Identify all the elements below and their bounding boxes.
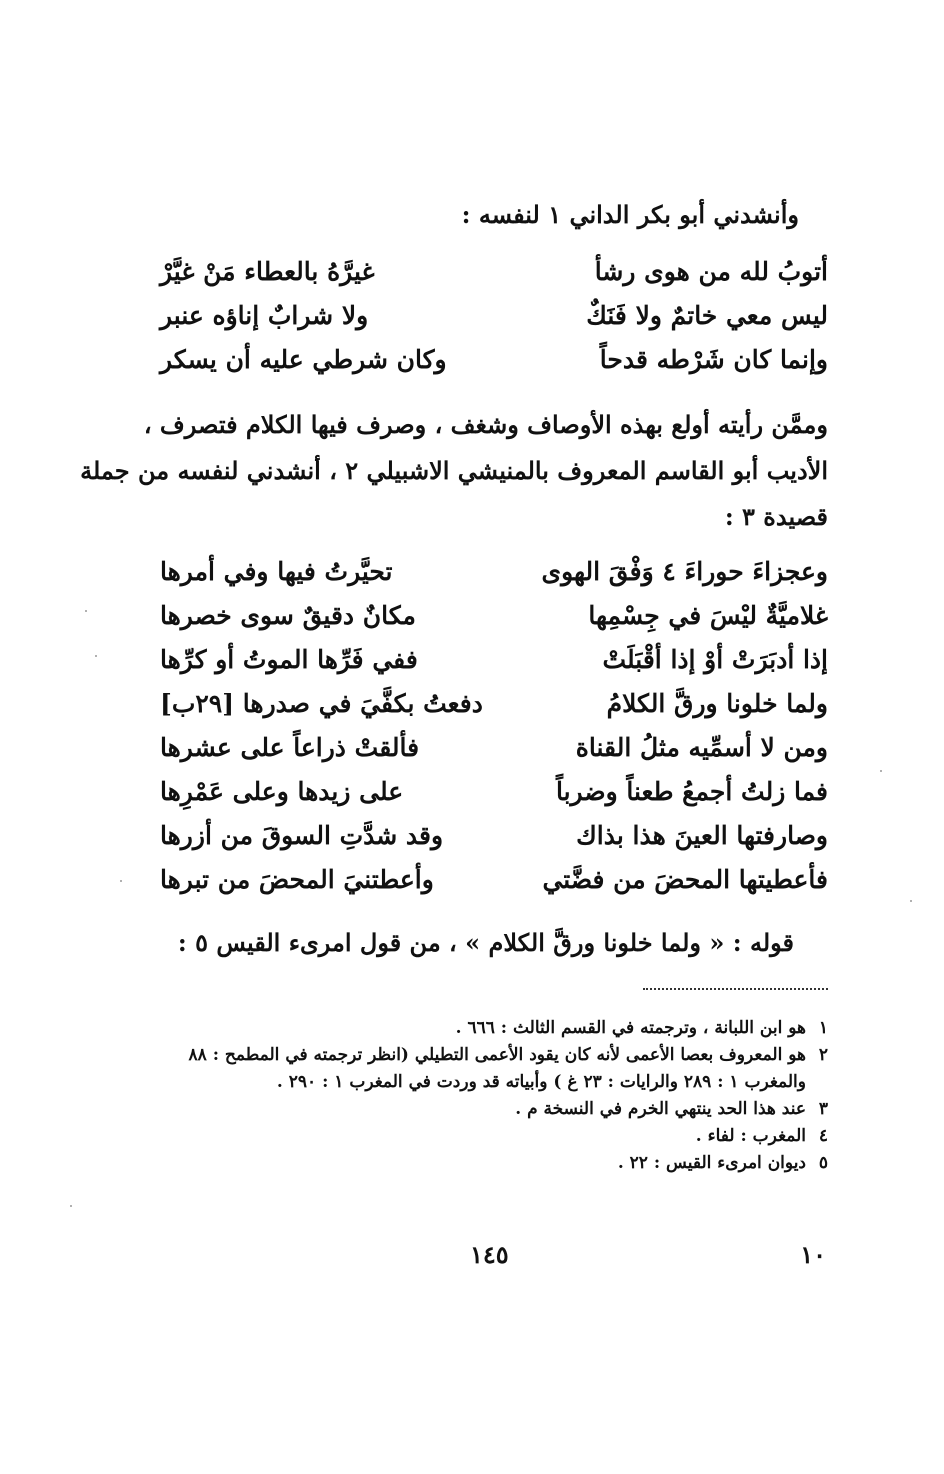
footnote-text: ديوان امرىء القيس : ٢٢ . (617, 1153, 806, 1173)
verse-first-hemistich: ليس معي خاتمٌ ولا فَنَكٌ (586, 301, 828, 330)
intro-line: وأنشدني أبو بكر الداني ١ لنفسه : (461, 200, 799, 229)
verse-first-hemistich: ومن لا أسمِّيه مثلُ القناة (575, 733, 828, 762)
verse-second-hemistich: تحيَّرتُ فيها وفي أمرها (160, 557, 393, 586)
verse-first-hemistich: وإنما كان شَرْطه قدحاً (599, 345, 828, 374)
verse-line (160, 250, 828, 294)
poem-1 (160, 250, 828, 382)
footnote-text: هو المعروف بعصا الأعمى لأنه كان يقود الأعمى التطيلي (انظر ترجمته في المطمح : ٨٨ (188, 1045, 806, 1065)
quote-line: قوله : « ولما خلونا ورقَّ الكلام » ، من قول امرىء القيس ٥ : (177, 928, 794, 957)
verse-line (160, 294, 828, 338)
scan-speck (880, 770, 882, 772)
verse-line (160, 550, 828, 594)
footnote-separator (643, 988, 828, 990)
verse-second-hemistich: غيرَّهُ بالعطاء مَنْ غيَّرْ (160, 257, 375, 286)
footnote-5 (160, 1150, 828, 1177)
footnote-text: عند هذا الحد ينتهي الخرم في النسخة م . (515, 1099, 806, 1119)
footnote-1 (160, 1015, 828, 1042)
verse-line (160, 338, 828, 382)
footnotes (160, 1015, 828, 1177)
prose-line: قصيدة ٣ : (724, 502, 828, 531)
scan-speck (70, 1205, 72, 1207)
verse-line (160, 814, 828, 858)
verse-line (160, 682, 828, 726)
verse-line (160, 638, 828, 682)
footnote-2 (160, 1042, 828, 1069)
verse-line (160, 858, 828, 902)
verse-first-hemistich: فأعطيتها المحضَ من فضَّتي (542, 865, 828, 894)
verse-line (160, 770, 828, 814)
page-number: ١٤٥ (470, 1240, 509, 1269)
footnote-number: ١ (818, 1018, 828, 1038)
footnote-2-continuation: والمغرب ١ : ٢٨٩ والرايات : ٢٣ غ ) وأبياته قد وردت في المغرب ١ : ٢٩٠ . (276, 1072, 806, 1092)
verse-line (160, 594, 828, 638)
footnote-text: هو ابن اللبانة ، وترجمته في القسم الثالث : ٦٦٦ . (455, 1018, 806, 1038)
scan-speck (120, 880, 122, 882)
footnote-number: ٣ (818, 1099, 828, 1119)
verse-second-hemistich: على زيدها وعلى عَمْرِها (160, 777, 404, 806)
verse-first-hemistich: إذا أدبَرَتْ أوْ إذا أقْبَلَتْ (602, 645, 828, 674)
verse-first-hemistich: وصارفتها العينَ هذا بذاك (576, 821, 828, 850)
verse-line (160, 726, 828, 770)
verse-second-hemistich: ففي فَرِّها الموتُ أو كرِّها (160, 645, 418, 674)
scan-speck (95, 655, 97, 657)
footnote-number: ٢ (818, 1045, 828, 1065)
verse-first-hemistich: وعجزاءَ حوراءَ ٤ وَفْقَ الهوى (541, 557, 828, 586)
verse-second-hemistich: وأعطتنيَ المحضَ من تبرها (160, 865, 434, 894)
verse-second-hemistich: ولا شرابٌ إناؤه عنبر (160, 301, 369, 330)
footnote-3 (160, 1096, 828, 1123)
poem-2 (160, 550, 828, 902)
footnote-4 (160, 1123, 828, 1150)
verse-second-hemistich: دفعتُ بكفَّيَ في صدرها [٢٩ب] (160, 689, 483, 718)
footnote-number: ٥ (818, 1153, 828, 1173)
footnote-number: ٤ (818, 1126, 828, 1146)
footnote-text: المغرب : لفاء . (695, 1126, 806, 1146)
verse-first-hemistich: أتوبُ لله من هوى رشأ (594, 257, 828, 286)
verse-first-hemistich: فما زلتُ أجمعُ طعناً وضرباً (555, 777, 828, 806)
verse-second-hemistich: مكانٌ دقيقٌ سوى خصرها (160, 601, 416, 630)
scan-speck (85, 610, 87, 612)
scan-speck (910, 900, 912, 902)
prose-paragraph (80, 402, 828, 540)
prose-line: وممَّن رأيته أولع بهذه الأوصاف وشغف ، وصرف فيها الكلام فتصرف ، (143, 410, 828, 439)
signature-number: ١٠ (800, 1240, 826, 1269)
verse-second-hemistich: وكان شرطي عليه أن يسكر (160, 345, 447, 374)
verse-second-hemistich: وقد شدَّتِ السوقَ من أزرها (160, 821, 444, 850)
verse-first-hemistich: ولما خلونا ورقَّ الكلامُ (606, 689, 828, 718)
verse-first-hemistich: غلاميَّةٌ ليْسَ في جِسْمِها (588, 601, 828, 630)
prose-line: الأديب أبو القاسم المعروف بالمنيشي الاشبيلي ٢ ، أنشدني لنفسه من جملة (80, 456, 828, 485)
verse-second-hemistich: فألقتْ ذراعاً على عشرها (160, 733, 420, 762)
